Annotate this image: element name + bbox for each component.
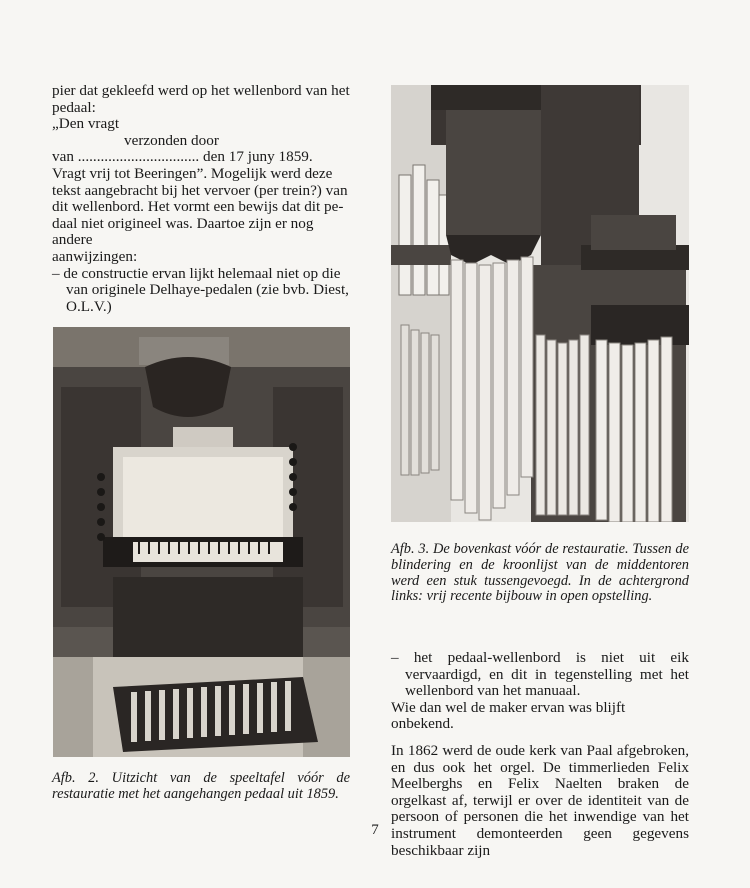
- text-line: daal niet origineel was. Daartoe zijn er nog andere: [52, 214, 314, 249]
- text-line: dit wellenbord. Het vormt een bewijs dat dit pe-: [52, 198, 344, 216]
- bullet-line: – de constructie ervan lijkt helemaal niet op die: [52, 264, 341, 282]
- text-line: Wie dan wel de maker ervan was blijft onbekend.: [391, 698, 626, 733]
- text-line: Vragt vrij tot Beeringen”. Mogelijk werd deze: [52, 164, 333, 182]
- text-paragraph: In 1862 werd de oude kerk van Paal afgebroken, en dus ook het orgel. De timmerlieden Felix Meelberghs en Felix Naelten braken de orgelkast af, terwijl er over de identiteit van de persoon of personen die het inwendige van het instrument demonteerden geen gegevens beschikbaar zijn: [391, 741, 689, 859]
- caption-afb-2: Afb. 2. Uitzicht van de speeltafel vóór de restauratie met het aangehangen pedaal uit 1859.: [52, 770, 350, 802]
- text-line: tekst aangebracht bij het vervoer (per trein?) van: [52, 181, 348, 199]
- photo-console: [53, 327, 350, 757]
- bullet-line: van originele Delhaye-pedalen (zie bvb. Diest,: [66, 281, 349, 299]
- caption-afb-3: Afb. 3. De bovenkast vóór de restauratie. Tussen de blindering en de kroonlijst van de middentoren werd een stuk tussengevoegd. In de achtergrond links: vrij recente bijbouw in open opstelling.: [391, 541, 689, 605]
- text-line: pedaal:: [52, 98, 96, 116]
- photo-organ-case: [391, 85, 689, 522]
- text-line: van ................................ den 17 juny 1859.: [52, 148, 313, 166]
- bullet-paragraph: – het pedaal-wellenbord is niet uit eik vervaardigd, en dit in tegenstelling met het wellenbord van het manuaal.: [391, 649, 689, 700]
- text-line: aanwijzingen:: [52, 247, 138, 265]
- text-line: „Den vragt: [52, 115, 120, 133]
- left-text-column: [52, 83, 352, 315]
- bullet-line: O.L.V.): [66, 297, 112, 315]
- text-line: pier dat gekleefd werd op het wellenbord van het: [52, 82, 350, 99]
- text-line: verzonden door: [124, 131, 219, 149]
- page-number: 7: [371, 822, 379, 838]
